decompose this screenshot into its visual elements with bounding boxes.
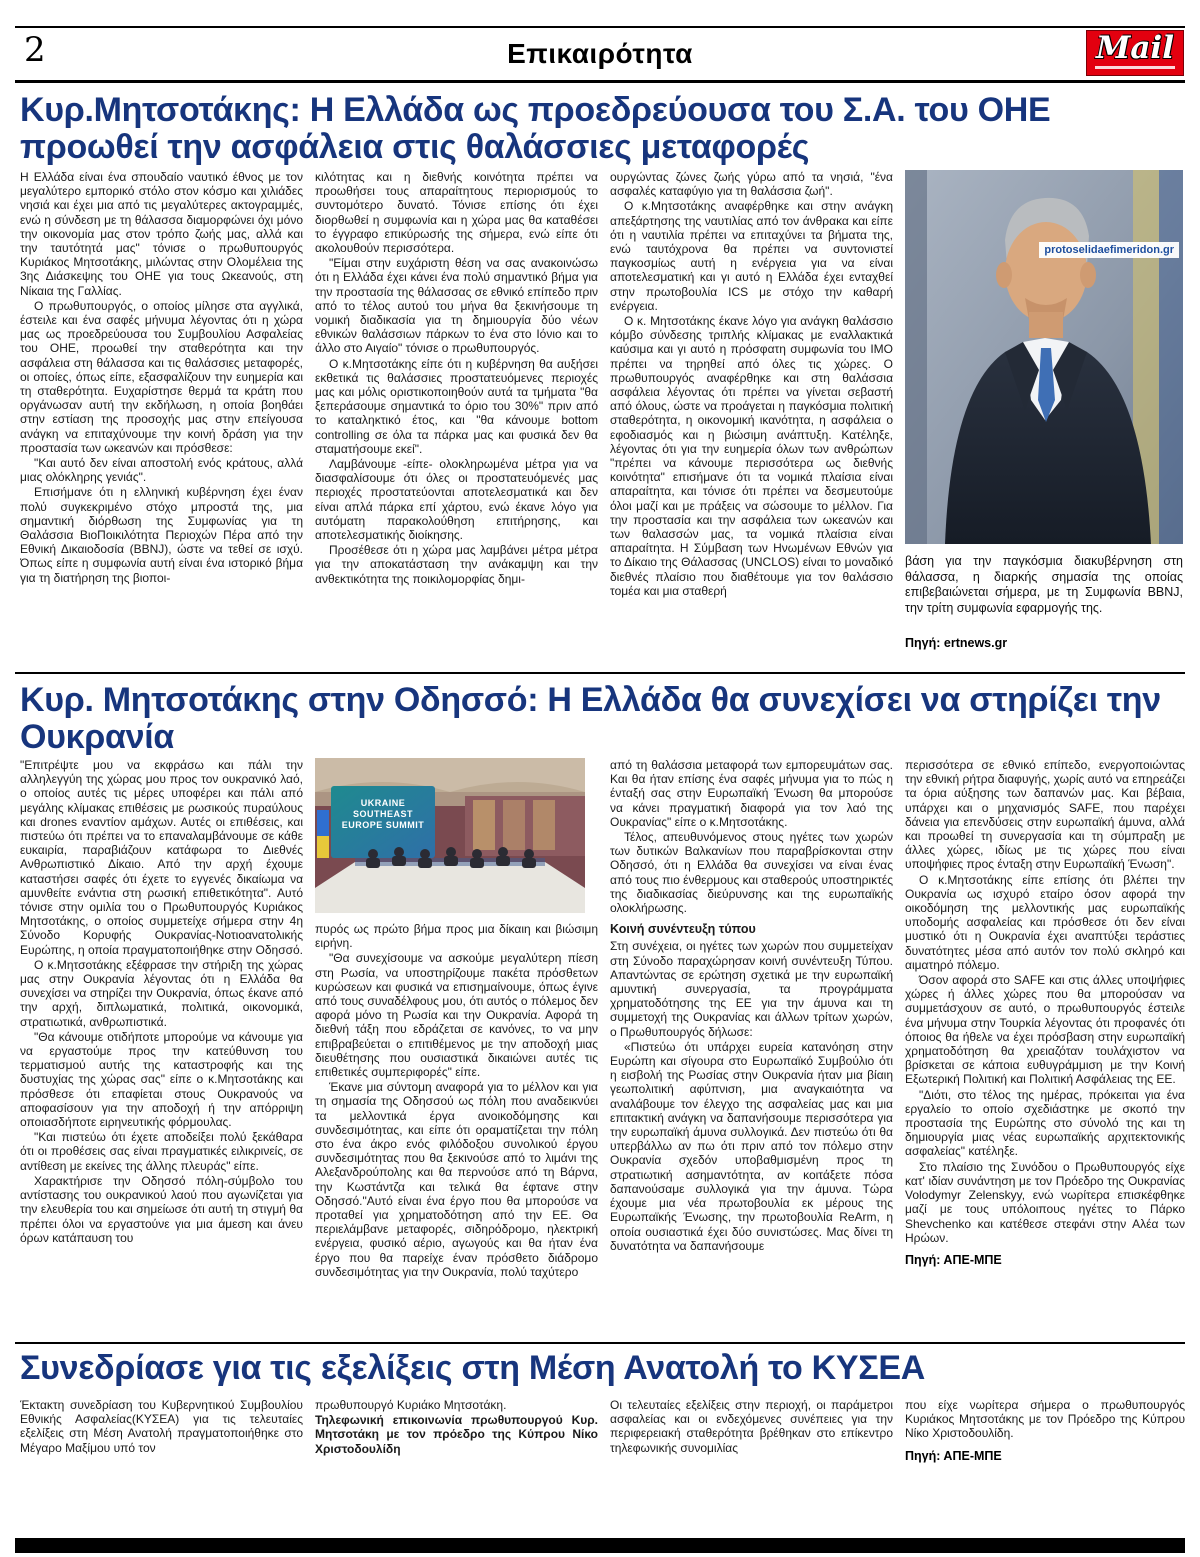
article2-column-3 (610, 758, 893, 1332)
article2-separator-rule (15, 672, 1185, 674)
paragraph: "Και πιστεύω ότι έχετε αποδείξει πολύ ξεκάθαρα ότι οι προθέσεις σας είναι πραγματικές ειλικρινείς, σε αντίθεση με εκείνες της άλλης πλευράς" είπε. (20, 1130, 303, 1173)
header-bottom-rule (15, 80, 1185, 83)
newspaper-logo (1086, 30, 1184, 76)
article1-photo-caption: βάση για την παγκόσμια διακυβέρνηση στη θάλασσα, η διαρκής σημασία της οποίας επιβεβαιώνεται σήμερα, με τη Συμφωνία BBNJ, την τρίτη συμφωνία εφαρμογής της. (905, 554, 1183, 615)
article1-column-2 (315, 170, 598, 662)
portrait-illustration (905, 170, 1183, 544)
paragraph: πρωθυπουργό Κυριάκο Μητσοτάκη. (315, 1398, 507, 1412)
paragraph: που είχε νωρίτερα σήμερα ο πρωθυπουργός Κυριάκος Μητσοτάκης με τον Πρόεδρο της Κύπρου Νίκο Χριστοδουλίδη. (905, 1398, 1185, 1441)
paragraph: "Θα συνεχίσουμε να ασκούμε μεγαλύτερη πίεση στη Ρωσία, να υποστηρίζουμε πακέτα πρόσθετων κυρώσεων και φυσικά να επισημαίνουμε, όπως έγινε από τους συναδέλφους μου, ότι αυτός ο πόλεμος δεν αφορά μόνο τη Ρωσία και την Ουκρανία. Αφορά τη διεθνή τάξη που εδράζεται σε κανόνες, το να μην επιβραβεύεται ο επιτιθέμενος με την αποδοχή μιας διευθέτησης που ουσιαστικά δικαιώνει αυτές τις επιθετικές συμπεριφορές" είπε. (315, 951, 598, 1080)
page-number: 2 (24, 30, 46, 70)
paragraph: Χαρακτήρισε την Οδησσό πόλη-σύμβολο του αντίστασης του ουκρανικού λαού που αγωνίζεται για την ελευθερία του και σημείωσε ότι αυτή τη στιγμή θα πρέπει όλοι να εργαστούνε για μια άμεση και άνευ όρων κατάπαυση του (20, 1173, 303, 1245)
paragraph: πυρός ως πρώτο βήμα προς μια δίκαιη και βιώσιμη ειρήνη. (315, 922, 598, 951)
paragraph: Έκανε μια σύντομη αναφορά για το μέλλον και για τη σημασία της Οδησσού ως πόλη που αναδεικνύει τα μελλοντικά έργα ανοικοδόμησης και συνδεσιμότητας, και είπε ότι οραματίζεται την πόλη στο ένα άκρο ενός φιλόδοξου συνολικού έργου συνδεσιμότητας που θα ξεκινούσε από το λιμάνι της Αλεξανδρούπολης και θα περνούσε από τη Βάρνα, την Κωστάντζα και τελικά θα έφτανε στην Οδησσό."Αυτό είναι ένα έργο που θα μπορούσε να προταθεί για χρηματοδότηση από την ΕΕ. Θα περιελάμβανε μεταφορές, σιδηρόδρομο, ηλεκτρική ενέργεια, φυσικό αέριο, αγωγούς και θα ήταν ένα έργο που θα παρείχε έναν πρόσθετο διάδρομο συνδεσιμότητας για την Ουκρανία, πολύ ταχύτερο (315, 1080, 598, 1279)
paragraph: περισσότερα σε εθνικό επίπεδο, ενεργοποιώντας την εθνική ρήτρα διαφυγής, χωρίς αυτό να επηρεάζει τα όρια αύξησης των δαπανών μας. Και βέβαια, υπάρχει και ο μηχανισμός SAFE, που παρέχει δάνεια για επενδύσεις στην ευρωπαϊκή άμυνα, αλλά και προωθεί τη συνεργασία και τη σύμπραξη με άλλες χώρες, ιδίως με τις χώρες που είναι υποψήφιες προς ένταξη στην Ευρωπαϊκή Ένωση". (905, 758, 1185, 872)
article2-column-4 (905, 758, 1185, 1332)
article2-column-1 (20, 758, 303, 1332)
paragraph: Προσέθεσε ότι η χώρα μας λαμβάνει μέτρα μέτρα για την αποκατάσταση την ανάκαμψη και την ανθεκτικότητα της ποικιλομορφίας δημι- (315, 543, 598, 586)
summit-screen-text: UKRAINE SOUTHEAST EUROPE SUMMIT (341, 798, 425, 830)
article2-source: Πηγή: ΑΠΕ-ΜΠΕ (905, 1252, 1002, 1267)
article2-column-2 (315, 922, 598, 1332)
article3-separator-rule (15, 1342, 1185, 1344)
article1-column-3 (610, 170, 893, 662)
article2-subhead: Κοινή συνέντευξη τύπου (610, 922, 756, 937)
photo-watermark: protoselidaefimeridon.gr (1039, 242, 1179, 258)
paragraph: "Διότι, στο τέλος της ημέρας, πρόκειται για ένα εργαλείο το οποίο σχεδιάστηκε με σκοπό την προστασία της Ευρώπης στο σύνολό της και τη δημιουργία μιας νέας ευρωπαϊκής αρχιτεκτονικής ασφαλείας" κατέληξε. (905, 1087, 1185, 1159)
paragraph: Ο κ.Μητσοτάκης αναφέρθηκε και στην ανάγκη απεξάρτησης της ναυτιλίας από τον άνθρακα και είπε ότι η ναυτιλία πρέπει να επιταχύνει τα βήματα της, ενώ ταυτόχρονα θα πρέπει να συντονιστεί παγκοσμίως αυτή η ενέργεια για να είναι αποτελεσματική και γι αυτό η Ελλάδα έχει ενταχθεί στην πρωτοβουλία ICS με στόχο την καθαρή ενέργεια. (610, 199, 893, 313)
article3-column-3 (610, 1398, 893, 1523)
article2-photo-summit (315, 758, 585, 913)
paragraph: Ο κ.Μητσοτάκης εξέφρασε την στήριξη της χώρας μας στην Ουκρανία λέγοντας ότι η Ελλάδα θα συνεχίσει να στηρίζει την Ουκρανία, όπως έκανε από την αρχή, διπλωματικά, πολιτικά, οικονομικά, στρατιωτικά, ανθρωπιστικά. (20, 957, 303, 1029)
paragraph: Οι τελευταίες εξελίξεις στην περιοχή, οι παράμετροι ασφαλείας και οι ενδεχόμενες συνέπειες για την περιφερειακή σταθερότητα βρέθηκαν στο επίκεντρο τηλεφωνικής συνομιλίας (610, 1398, 893, 1455)
newspaper-logo-text: Mail (1096, 30, 1174, 66)
article3-column-1 (20, 1398, 303, 1523)
paragraph: Έκτακτη συνεδρίαση του Κυβερνητικού Συμβουλίου Εθνικής Ασφαλείας(ΚΥΣΕΑ) για τις τελευταίες εξελίξεις στη Μέση Ανατολή πραγματοποιήθηκε στο Μέγαρο Μαξίμου υπό τον (20, 1398, 303, 1455)
article3-headline: Συνεδρίασε για τις εξελίξεις στη Μέση Ανατολή το ΚΥΣΕΑ (20, 1349, 926, 1387)
paragraph: Ο κ.Μητσοτάκης είπε επίσης ότι βλέπει την Ουκρανία ως ισχυρό εταίρο όσον αφορά την οικοδόμηση της μελλοντικής μας ευρωπαϊκής υποδομής ασφαλείας και πρόσθεσε ότι δεν είναι μυστικό ότι η Ουκρανία έχει αναπτύξει τεράστιες δυνατότητες μέσα από αυτόν τον πολύ σκληρό και αιματηρό πόλεμο. (905, 872, 1185, 972)
paragraph: Ο κ.Μητσοτάκης είπε ότι η κυβέρνηση θα αυξήσει εκθετικά τις θαλάσσιες προστατευόμενες περιοχές μας και μόλις οριστικοποιηθούν αυτά τα τμήματα "θα ξεπεράσουμε σημαντικά το όριο του 30%" πριν από το καταληκτικό έτος, και "θα κάνουμε bottom controlling σε όλα τα πάρκα μας και φυσικά δεν θα σταματήσουμε εκεί". (315, 356, 598, 456)
paragraph: Στο πλαίσιο της Συνόδου ο Πρωθυπουργός είχε κατ' ιδίαν συνάντηση με τον Πρόεδρο της Ουκρανίας Volodymyr Zelenskyy, ενώ νωρίτερα επισκέφθηκε μαζί με τους υπόλοιπους ηγέτες το Πάρκο Shevchenko και κατέθεσε στεφάνι στην Αλέα των Ηρώων. (905, 1159, 1185, 1245)
paragraph: "Θα κάνουμε οτιδήποτε μπορούμε να κάνουμε για να εργαστούμε προς την κατεύθυνση του τερματισμού αυτής της καταστροφής και της δυστυχίας της χώρας σας" είπε ο κ.Μητσοτάκης και πρόσθεσε ότι επαφίεται στους Ουκρανούς να αποφασίσουν για την αποδοχή ή την απόρριψη οποιασδήποτε ειρηνευτικής φόρμουλας. (20, 1029, 303, 1130)
paragraph: "Και αυτό δεν είναι αποστολή ενός κράτους, αλλά μιας ολόκληρης γενιάς". (20, 456, 303, 485)
summit-illustration (315, 758, 585, 913)
footer-bar (15, 1538, 1185, 1553)
article3-column-4 (905, 1398, 1185, 1523)
paragraph: Ο κ. Μητσοτάκης έκανε λόγο για ανάγκη θαλάσσιο κόμβο σύνδεσης τριπλής κλίμακας με εναλλακτικά καύσιμα και γι αυτό η πρόσφατη συμφωνία του ΙΜΟ πρέπει να τηρηθεί από όλες τις χώρες. Ο πρωθυπουργός αναφέρθηκε και στη θαλάσσια ασφάλεια λέγοντας ότι πρέπει να γίνεται σεβαστή από όλους, ώστε να προάγεται η παγκόσμια πολιτική σταθερότητα, η οικονομική ικανότητα, η ασφάλεια ο εφοδιασμός και η βιώσιμη ανάπτυξη. Κατέληξε, λέγοντας ότι για την ευημερία όλων των ανθρώπων "πρέπει να κάνουμε περισσότερα ως διεθνής κοινότητα" επισήμανε ότι τα νομικά πλαίσια είναι απαραίτητα, και τόνισε ότι πρέπει να δεσμευτούμε όλοι μαζί και με πράξεις να σώσουμε το μέλλον. Για την προστασία και την ασφάλεια των ωκεανών και των θαλασσών μας, τα νομικά πλαίσια είναι απαραίτητα. Η Σύμβαση των Ηνωμένων Εθνών για το Δίκαιο της Θάλασσας (UNCLOS) είναι το μοναδικό διεθνές πλαίσιο που διαθέτουμε για τον θαλάσσιο τομέα και μια σταθερή (610, 314, 893, 598)
paragraph: Στη συνέχεια, οι ηγέτες των χωρών που συμμετείχαν στη Σύνοδο παραχώρησαν κοινή συνέντευξη Τύπου. Απαντώντας σε ερώτηση σχετικά με την ευρωπαϊκή αμυντική συνεργασία, τα προγράμματα χρηματοδότησης της ΕΕ για την άμυνα και τη συμμετοχή της Ουκρανίας και άλλων τρίτων χωρών, ο Πρωθυπουργός δήλωσε: (610, 939, 893, 1039)
article1-photo-portrait (905, 170, 1183, 544)
header-top-rule (15, 26, 1185, 28)
article2-headline: Κυρ. Μητσοτάκης στην Οδησσό: Η Ελλάδα θα συνεχίσει να στηρίζει την Ουκρανία (20, 681, 1161, 757)
paragraph: Λαμβάνουμε -είπε- ολοκληρωμένα μέτρα για να διασφαλίσουμε ότι όλες οι προστατευόμενές μας περιοχές προστατεύονται αποτελεσματικά και δεν είναι απλά πάρκα επί χάρτου, ενώ έκανε λόγο για αυτόματη παρακολούθηση επιτήρησης, και αποτελεσματικής διοίκησης. (315, 457, 598, 543)
article1-headline: Κυρ.Μητσοτάκης: Η Ελλάδα ως προεδρεύουσα του Σ.Α. του ΟΗΕ προωθεί την ασφάλεια στις θαλάσσιες μεταφορές (20, 91, 1051, 167)
article3-bold-note: Τηλεφωνική επικοινωνία πρωθυπουργού Κυρ. Μητσοτάκη με τον πρόεδρο της Κύπρου Νίκο Χριστοδουλίδη (315, 1413, 598, 1456)
section-title: Επικαιρότητα (507, 38, 693, 69)
paragraph: Όσον αφορά στο SAFE και στις άλλες υποψήφιες χώρες ή άλλες χώρες που θα μπορούσαν να συμμετάσχουν σε αυτό, ο πρωθυπουργός έστειλε ένα μήνυμα στην Τουρκία λέγοντας ότι προφανές ότι όποιος θα ήθελε να έχει πρόσβαση στην ευρωπαϊκή χρηματοδότηση θα χρειαζόταν τουλάχιστον να βρίσκεται σε κάποια ευθυγράμμιση με την Κοινή Εξωτερική Πολιτική και Πολιτική Ασφάλειας της ΕΕ. (905, 973, 1185, 1087)
paragraph: Τέλος, απευθυνόμενος στους ηγέτες των χωρών των δυτικών Βαλκανίων που παραβρίσκονται στην Οδησσό, ότι η Ελλάδα θα συνεχίσει να είναι ένας από τους πιο ένθερμους και σταθερούς υποστηρικτές της διαδικασίας διεύρυνσης και της ευρωπαϊκής ολοκλήρωσης. (610, 830, 893, 916)
paragraph: ουργώντας ζώνες ζωής γύρω από τα νησιά, "ένα ασφαλές καταφύγιο για τη θαλάσσια ζωή". (610, 170, 893, 199)
paragraph: Επισήμανε ότι η ελληνική κυβέρνηση έχει έναν πολύ συγκεκριμένο στόχο μπροστά της, μια σημαντική διόρθωση της Συμφωνίας για τη Θαλάσσια ΒιοΠοικιλότητα Περιοχών Πέρα από την Εθνική Δικαιοδοσία (ΒΒΝJ), ώστε να τεθεί σε ισχύ. Όπως είπε η συμφωνία αυτή είναι ένα ιστορικό βήμα για τη διατήρηση της βιοποι- (20, 485, 303, 585)
paragraph: από τη θαλάσσια μεταφορά των εμπορευμάτων σας. Και θα ήταν επίσης ένα σαφές μήνυμα για το πώς η ένταξή σας στην Ευρωπαϊκή Ένωση θα μπορούσε να κάνει πραγματική διαφορά για τον λαό της Ουκρανίας" είπε ο κ.Μητσοτάκης. (610, 758, 893, 829)
paragraph: «Πιστεύω ότι υπάρχει ευρεία κατανόηση στην Ευρώπη και σίγουρα στο Ευρωπαϊκό Συμβούλιο ότι η εισβολή της Ρωσίας στην Ουκρανία ήταν μια βίαιη γεωπολιτική αφύπνιση, μια αναγκαιότητα να αναλάβουμε τον έλεγχο της ασφαλείας μας και μια επιτακτική ανάγκη να δαπανήσουμε περισσότερα για την ευρωπαϊκή άμυνα συλλογικά. Δεν πιστεύω ότι θα υπερβάλλω αν πω ότι πριν από τον πόλεμο στην Ουκρανία σχεδόν υποβαθμισμένη προς τη στρατιωτική ασημαντότητα, αν κοιτάξετε πόσα δαπανούσαμε συλλογικά για την άμυνα. Τώρα έχουμε μια νέα πρωτοβουλία εκ μέρους της Ευρωπαϊκής Ένωσης, την πρωτοβουλία ReArm, η οποία ουσιαστικά έχει δύο συνιστώσες. Μας δίνει τη δυνατότητα να δαπανήσουμε (610, 1039, 893, 1253)
article1-column-1 (20, 170, 303, 662)
paragraph: "Είμαι στην ευχάριστη θέση να σας ανακοινώσω ότι η Ελλάδα έχει κάνει ένα πολύ σημαντικό βήμα για την προστασία της θάλασσας σε εθνικό επίπεδο πριν από το τέλος αυτού του μήνα θα ξεκινήσουμε τη νομική διαδικασία για τη δημιουργία δύο νέων εθνικών θαλάσσιων πάρκων το ένα στο Ιόνιο και το άλλο στο Αιγαίο" τόνισε ο πρωθυπουργός. (315, 256, 598, 356)
paragraph: κιλότητας και η διεθνής κοινότητα πρέπει να προωθήσει τους απαραίτητους περιορισμούς το συντομότερο δυνατό. Τόνισε επίσης ότι έχει διορθωθεί η συμφωνία και η χώρα μας θα καταθέσει το έγγραφο επικύρωσής της σήμερα, ενώ είπε ότι ακολουθούν περισσότερα. (315, 170, 598, 256)
article3-source: Πηγή: ΑΠΕ-ΜΠΕ (905, 1448, 1002, 1463)
paragraph: "Επιτρέψτε μου να εκφράσω και πάλι την αλληλεγγύη της χώρας μου προς τον ουκρανικό λαό, ο οποίος αυτές τις μέρες υποφέρει και πάλι από μεγάλης κλίμακας επιθέσεις με ρωσικούς πυραύλους και drones εναντίον αμάχων. Αυτές οι επιθέσεις, και πιστεύω ότι πρέπει να το επαναλαμβάνουμε σε κάθε ευκαιρία, παραβιάζουν κατάφωρα το Διεθνές Ανθρωπιστικό Δίκαιο. Από την αρχή έχουμε καταστήσει σαφές ότι έχετε το εγγενές δικαίωμα να αμυνθείτε ενάντια στη ρωσική επιθετικότητα". Αυτό τόνισε στην ομιλία του ο Πρωθυπουργός Κυριάκος Μητσοτάκης, ο οποίος συμμετείχε σήμερα στην 4η Σύνοδο Κορυφής Ουκρανίας-Νοτιοανατολικής Ευρώπης, η οποία πραγματοποιήθηκε στην Οδησσό. (20, 758, 303, 957)
article3-column-2 (315, 1398, 598, 1523)
paragraph: Ο πρωθυπουργός, ο οποίος μίλησε στα αγγλικά, έστειλε και ένα σαφές μήνυμα λέγοντας ότι η χώρα μας ως προεδρεύουσα του Συμβουλίου Ασφαλείας του ΟΗΕ, προωθεί την σταθερότητα και την ασφάλεια στη θάλασσα και τις θαλάσσιες μεταφορές, οι οποίες, όπως είπε, εξασφαλίζουν την ευημερία και τη σταθερότητα. Ευχαρίστησε θερμά τα κράτη που οργάνωσαν αυτή την εκδήλωση, η οποία βοηθάει στην εστίαση της προσοχής μας στην επείγουσα ανάγκη να επιταχύνουμε την κοινή δράση για την προστασία των ωκεανών και πρόσθεσε: (20, 298, 303, 455)
article1-source: Πηγή: ertnews.gr (905, 636, 1008, 650)
paragraph: Η Ελλάδα είναι ένα σπουδαίο ναυτικό έθνος με τον μεγαλύτερο εμπορικό στόλο στον κόσμο και χιλιάδες νησιά και έχει μια από τις μεγαλύτερες ακτογραμμές, ενώ η σύνδεση με τη θάλασσα διαμορφώνει όχι μόνο την οικονομία μας στον τρόπο ζωής μας, αλλά και την ταυτότητά μας" τόνισε ο πρωθυπουργός Κυριάκος Μητσοτάκης, μιλώντας στην Ολομέλεια της 3ης Διάσκεψης του ΟΗΕ για τους Ωκεανούς, στη Νίκαια της Γαλλίας. (20, 170, 303, 298)
newspaper-logo-tagline (1095, 66, 1175, 69)
